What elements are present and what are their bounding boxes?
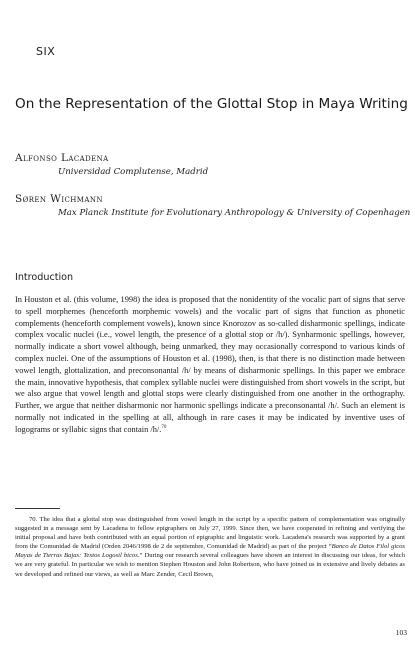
footnote-reference[interactable]: 70 [161, 424, 167, 430]
author-affiliation-2: Max Planck Institute for Evolutionary Anthropology & University of Copenhagen [58, 208, 411, 218]
footnote-text-start: The idea that a glottal stop was distinguished from vowel length in the script by a specific pattern of complementation was originally suggested in a message sent by Lacadena to fellow epigraphers on July 27, 1999. Since then, we have cooperated in refining and verifying the initial proposal and have both contributed with an equal portion of epigraphic and linguistic work. Lacadena's research was supported by a grant from the Comunidad de Madrid (Orden 2046/1998 de 2 de septiembre, Comunidad de Madrid) as part of the project “ [15, 516, 406, 551]
author-name-2: Søren Wichmann [15, 193, 103, 205]
footnote-text-end: .” During our research several colleagues have shown an interest in discussing our ideas, for which we are very grateful. In particular we wish to mention Stephen Houston and John Robertson, who have joined us in extensive and lively debates as we developed and refined our views, as well as Marc Zender, Cecil Brown, [15, 552, 406, 578]
footnote-number: 70. [29, 516, 38, 523]
footnote [15, 515, 405, 579]
page-number: 103 [395, 628, 407, 637]
author-affiliation-1: Universidad Complutense, Madrid [58, 167, 209, 177]
author-name-1: Alfonso Lacadena [15, 152, 109, 164]
body-paragraph [15, 294, 405, 436]
section-heading: Introduction [15, 272, 74, 283]
footnote-project-title: Banco de Datos Filol gicos Mayas de Tierras Bajas: Textos Logosil bicos [15, 543, 405, 560]
body-paragraph-text: In Houston et al. (this volume, 1998) the idea is proposed that the nonidentity of the vocalic part of signs that serve to spell morphemes (henceforth morphemic vowels) and the vocalic part of signs that function as phonetic complements (henceforth complement vowels), known since Knorozov as so-called disharmonic spellings, indicate complex vocalic nuclei (i.e., vowel length, the presence of a glottal stop or /h/). Synharmonic spellings, however, normally indicate a short vowel although, being unmarked, they may occasionally correspond to various kinds of complex nuclei. One of the assumptions of Houston et al. (1998), then, is that there is no distinction made between vowel length, glottalization, and preconsonantal /h/ by means of disharmonic spellings. In this paper we embrace the main, innovative hypothesis, that complex syllable nuclei were distinguished from short vowels in the script, but we also argue that vowel length and glottal stops were clearly distinguished from one another in the orthography. Further, we argue that neither disharmonic nor harmonic spellings indicate a preconsonantal /h/. Such an element is normally not indicated in the spelling at all, although in rare cases it may be indicated by inventive uses of logograms or syllabic signs that contain /h/. [15, 295, 405, 434]
chapter-number: SIX [36, 45, 56, 58]
chapter-title: On the Representation of the Glottal Stop in Maya Writing [15, 96, 408, 112]
footnote-divider [15, 508, 60, 509]
